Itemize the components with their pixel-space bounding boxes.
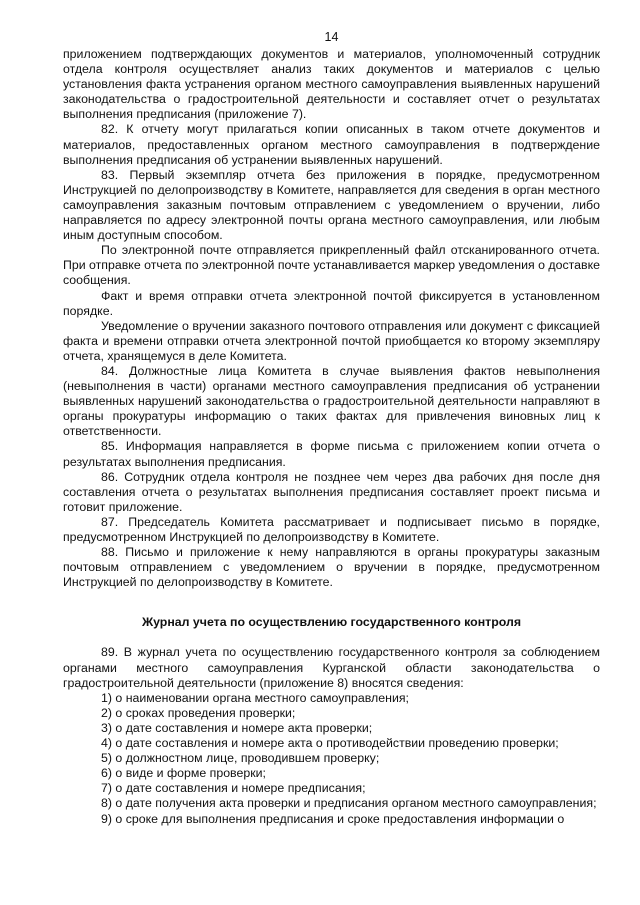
paragraph-email-file: По электронной почте отправляется прикрепленный файл отсканированного отчета. При отправке отчета по электронной почте устанавливается маркер уведомления о доставке сообщения. [63, 243, 600, 288]
paragraph-82: 82. К отчету могут прилагаться копии описанных в таком отчете документов и материалов, предоставленных органом местного самоуправления в подтверждение выполнения предписания об устранении выявленных нарушений. [63, 122, 600, 167]
page-number: 14 [324, 30, 339, 44]
paragraph-86: 86. Сотрудник отдела контроля не позднее чем через два рабочих дня после дня составления отчета о результатах выполнения предписания составляет проект письма и готовит приложение. [63, 469, 600, 514]
list-item: 4) о дате составления и номере акта о противодействии проведению проверки; [101, 736, 559, 751]
paragraph-email-time: Факт и время отправки отчета электронной почтой фиксируется в установленном порядке. [63, 288, 600, 318]
list [63, 691, 600, 827]
paragraph-83: 83. Первый экземпляр отчета без приложения в порядке, предусмотренном Инструкцией по делопроизводству в Комитете, направляется для сведения в орган местного самоуправления заказным почтовым отправлением с уведомлением о вручении, либо направляется по адресу электронной почты органа местного самоуправления, или любым иным доступным способом. [63, 167, 600, 243]
list-item: 1) о наименовании органа местного самоуправления; [101, 690, 409, 705]
paragraph-87: 87. Председатель Комитета рассматривает и подписывает письмо в порядке, предусмотренном Инструкцией по делопроизводству в Комитете. [63, 514, 600, 544]
list-item: 3) о дате составления и номере акта проверки; [101, 720, 373, 735]
document-page [63, 30, 600, 827]
paragraph-89: 89. В журнал учета по осуществлению государственного контроля за соблюдением органами местного самоуправления Курганской области законодательства о градостроительной деятельности (приложение 8) вносятся сведения: [63, 645, 600, 690]
paragraph-continuation: приложением подтверждающих документов и материалов, уполномоченный сотрудник отдела контроля осуществляет анализ таких документов и материалов с целью установления факта устранения органом местного самоуправления выявленных нарушений законодательства о градостроительной деятельности и составляет отчет о результатах выполнения предписания (приложение 7). [63, 47, 600, 122]
paragraph-85: 85. Информация направляется в форме письма с приложением копии отчета о результатах выполнения предписания. [63, 439, 600, 469]
list-item: 8) о дате получения акта проверки и предписания органом местного самоуправления; [101, 796, 597, 811]
paragraph-88: 88. Письмо и приложение к нему направляются в органы прокуратуры заказным почтовым отправлением с уведомлением о вручении в порядке, предусмотренном Инструкцией по делопроизводству в Комитете. [63, 545, 600, 590]
list-item: 2) о сроках проведения проверки; [101, 705, 296, 720]
list-item: 7) о дате составления и номере предписания; [101, 781, 366, 796]
list-item: 9) о сроке для выполнения предписания и сроке предоставления информации о [101, 811, 565, 826]
paragraph-delivery-notice: Уведомление о вручении заказного почтового отправления или документ с фиксацией факта и времени отправки отчета электронной почтой приобщается ко второму экземпляру отчета, хранящемуся в деле Комитета. [63, 318, 600, 363]
list-item: 5) о должностном лице, проводившем проверку; [101, 751, 380, 766]
list-item: 6) о виде и форме проверки; [101, 766, 266, 781]
section-title: Журнал учета по осуществлению государственного контроля [141, 615, 522, 630]
paragraph-84: 84. Должностные лица Комитета в случае выявления фактов невыполнения (невыполнения в части) органами местного самоуправления предписания об устранении выявленных нарушений законодательства о градостроительной деятельности направляют в органы прокуратуры информацию о таких фактах для привлечения виновных лиц к ответственности. [63, 363, 600, 439]
